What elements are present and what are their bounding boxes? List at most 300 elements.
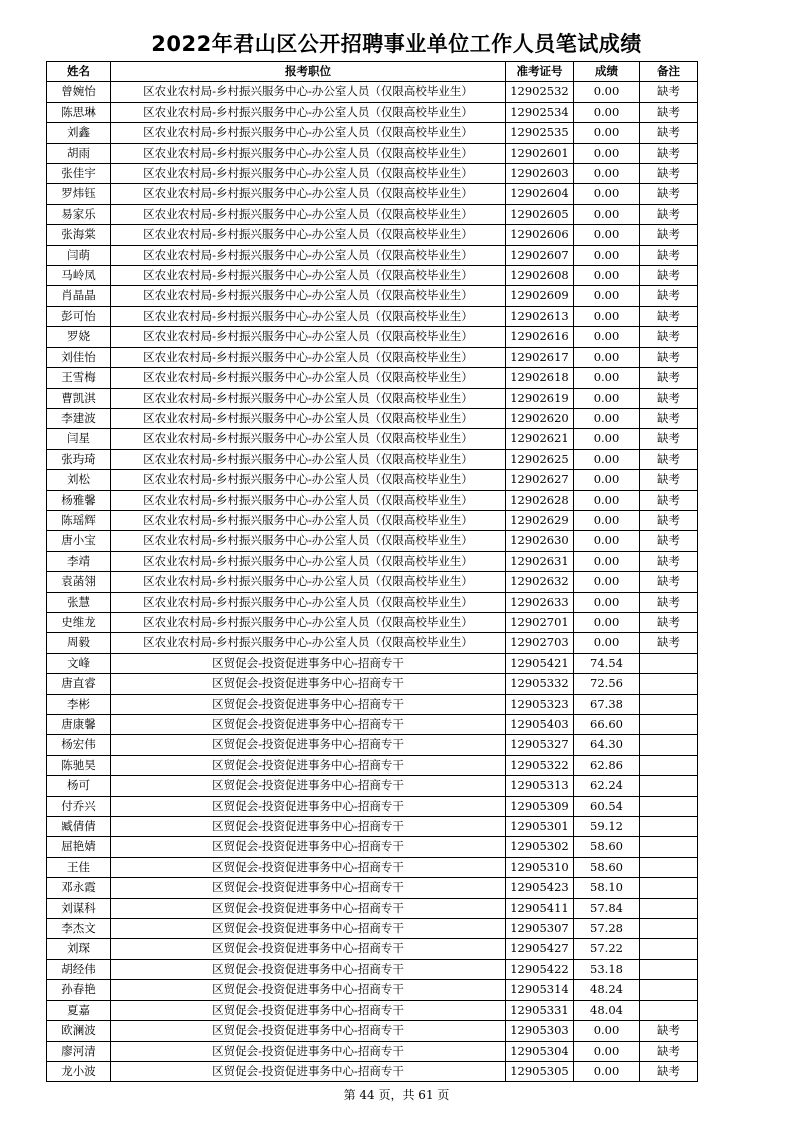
table-row bbox=[47, 1000, 698, 1020]
cell-remark bbox=[640, 1000, 698, 1020]
cell-score: 67.38 bbox=[574, 694, 640, 714]
cell-position: 区贸促会-投资促进事务中心-招商专干 bbox=[111, 1000, 506, 1020]
cell-position: 区农业农村局-乡村振兴服务中心-办公室人员（仅限高校毕业生） bbox=[111, 184, 506, 204]
cell-position: 区贸促会-投资促进事务中心-招商专干 bbox=[111, 939, 506, 959]
cell-exam-id: 12905313 bbox=[506, 776, 574, 796]
cell-score: 0.00 bbox=[574, 1061, 640, 1081]
table-row bbox=[47, 919, 698, 939]
cell-remark bbox=[640, 898, 698, 918]
cell-score: 0.00 bbox=[574, 327, 640, 347]
cell-remark bbox=[640, 837, 698, 857]
table-row bbox=[47, 674, 698, 694]
cell-name: 张海棠 bbox=[47, 225, 111, 245]
cell-remark: 缺考 bbox=[640, 327, 698, 347]
table-row bbox=[47, 633, 698, 653]
cell-position: 区农业农村局-乡村振兴服务中心-办公室人员（仅限高校毕业生） bbox=[111, 612, 506, 632]
header-remark: 备注 bbox=[640, 62, 698, 82]
cell-name: 刘谋科 bbox=[47, 898, 111, 918]
cell-position: 区农业农村局-乡村振兴服务中心-办公室人员（仅限高校毕业生） bbox=[111, 531, 506, 551]
cell-score: 0.00 bbox=[574, 633, 640, 653]
cell-position: 区农业农村局-乡村振兴服务中心-办公室人员（仅限高校毕业生） bbox=[111, 204, 506, 224]
cell-name: 曾婉怡 bbox=[47, 82, 111, 102]
cell-name: 胡经伟 bbox=[47, 959, 111, 979]
cell-remark: 缺考 bbox=[640, 225, 698, 245]
cell-score: 62.24 bbox=[574, 776, 640, 796]
cell-exam-id: 12902630 bbox=[506, 531, 574, 551]
cell-exam-id: 12902603 bbox=[506, 164, 574, 184]
cell-remark: 缺考 bbox=[640, 164, 698, 184]
table-row bbox=[47, 715, 698, 735]
cell-name: 孙春艳 bbox=[47, 980, 111, 1000]
cell-exam-id: 12905307 bbox=[506, 919, 574, 939]
cell-position: 区贸促会-投资促进事务中心-招商专干 bbox=[111, 715, 506, 735]
table-row bbox=[47, 939, 698, 959]
cell-remark: 缺考 bbox=[640, 266, 698, 286]
cell-score: 0.00 bbox=[574, 612, 640, 632]
cell-score: 0.00 bbox=[574, 531, 640, 551]
cell-name: 曹凯淇 bbox=[47, 388, 111, 408]
cell-remark: 缺考 bbox=[640, 184, 698, 204]
cell-name: 张玙琦 bbox=[47, 449, 111, 469]
cell-position: 区农业农村局-乡村振兴服务中心-办公室人员（仅限高校毕业生） bbox=[111, 102, 506, 122]
cell-score: 64.30 bbox=[574, 735, 640, 755]
cell-position: 区农业农村局-乡村振兴服务中心-办公室人员（仅限高校毕业生） bbox=[111, 551, 506, 571]
cell-position: 区农业农村局-乡村振兴服务中心-办公室人员（仅限高校毕业生） bbox=[111, 633, 506, 653]
cell-score: 58.60 bbox=[574, 857, 640, 877]
table-row bbox=[47, 245, 698, 265]
cell-remark: 缺考 bbox=[640, 143, 698, 163]
cell-position: 区农业农村局-乡村振兴服务中心-办公室人员（仅限高校毕业生） bbox=[111, 510, 506, 530]
cell-remark: 缺考 bbox=[640, 368, 698, 388]
table-row bbox=[47, 878, 698, 898]
cell-name: 龙小波 bbox=[47, 1061, 111, 1081]
cell-score: 57.28 bbox=[574, 919, 640, 939]
cell-exam-id: 12905302 bbox=[506, 837, 574, 857]
table-row bbox=[47, 857, 698, 877]
cell-exam-id: 12902620 bbox=[506, 408, 574, 428]
table-row bbox=[47, 286, 698, 306]
cell-name: 唐直睿 bbox=[47, 674, 111, 694]
cell-score: 0.00 bbox=[574, 164, 640, 184]
cell-name: 王佳 bbox=[47, 857, 111, 877]
cell-score: 0.00 bbox=[574, 245, 640, 265]
table-row bbox=[47, 143, 698, 163]
cell-position: 区农业农村局-乡村振兴服务中心-办公室人员（仅限高校毕业生） bbox=[111, 592, 506, 612]
cell-name: 刘佳怡 bbox=[47, 347, 111, 367]
table-row bbox=[47, 898, 698, 918]
cell-score: 0.00 bbox=[574, 449, 640, 469]
page-footer: 第 44 页，共 61 页 bbox=[343, 1088, 450, 1102]
cell-name: 唐小宝 bbox=[47, 531, 111, 551]
table-row bbox=[47, 82, 698, 102]
cell-exam-id: 12902535 bbox=[506, 123, 574, 143]
table-row bbox=[47, 572, 698, 592]
table-row bbox=[47, 1021, 698, 1041]
cell-exam-id: 12905427 bbox=[506, 939, 574, 959]
table-row bbox=[47, 510, 698, 530]
cell-name: 邓永霞 bbox=[47, 878, 111, 898]
cell-remark bbox=[640, 715, 698, 735]
cell-name: 马岭凤 bbox=[47, 266, 111, 286]
cell-exam-id: 12902632 bbox=[506, 572, 574, 592]
cell-position: 区贸促会-投资促进事务中心-招商专干 bbox=[111, 1061, 506, 1081]
cell-remark: 缺考 bbox=[640, 82, 698, 102]
cell-exam-id: 12902607 bbox=[506, 245, 574, 265]
cell-name: 刘松 bbox=[47, 470, 111, 490]
cell-score: 0.00 bbox=[574, 368, 640, 388]
cell-remark: 缺考 bbox=[640, 510, 698, 530]
cell-remark bbox=[640, 959, 698, 979]
cell-exam-id: 12905304 bbox=[506, 1041, 574, 1061]
cell-exam-id: 12902629 bbox=[506, 510, 574, 530]
cell-name: 陈驰昊 bbox=[47, 755, 111, 775]
cell-name: 陈思琳 bbox=[47, 102, 111, 122]
table-row bbox=[47, 531, 698, 551]
cell-remark: 缺考 bbox=[640, 102, 698, 122]
cell-exam-id: 12902532 bbox=[506, 82, 574, 102]
table-row bbox=[47, 408, 698, 428]
cell-exam-id: 12902608 bbox=[506, 266, 574, 286]
header-score: 成绩 bbox=[574, 62, 640, 82]
cell-position: 区农业农村局-乡村振兴服务中心-办公室人员（仅限高校毕业生） bbox=[111, 572, 506, 592]
cell-score: 0.00 bbox=[574, 592, 640, 612]
cell-exam-id: 12905331 bbox=[506, 1000, 574, 1020]
cell-exam-id: 12902618 bbox=[506, 368, 574, 388]
cell-score: 0.00 bbox=[574, 123, 640, 143]
cell-exam-id: 12902616 bbox=[506, 327, 574, 347]
cell-position: 区农业农村局-乡村振兴服务中心-办公室人员（仅限高校毕业生） bbox=[111, 245, 506, 265]
cell-remark: 缺考 bbox=[640, 408, 698, 428]
cell-score: 0.00 bbox=[574, 143, 640, 163]
cell-name: 袁菡翎 bbox=[47, 572, 111, 592]
cell-position: 区农业农村局-乡村振兴服务中心-办公室人员（仅限高校毕业生） bbox=[111, 408, 506, 428]
cell-name: 杨宏伟 bbox=[47, 735, 111, 755]
cell-exam-id: 12905323 bbox=[506, 694, 574, 714]
cell-exam-id: 12905303 bbox=[506, 1021, 574, 1041]
cell-exam-id: 12905422 bbox=[506, 959, 574, 979]
cell-score: 0.00 bbox=[574, 408, 640, 428]
cell-position: 区农业农村局-乡村振兴服务中心-办公室人员（仅限高校毕业生） bbox=[111, 123, 506, 143]
cell-remark: 缺考 bbox=[640, 531, 698, 551]
cell-remark bbox=[640, 776, 698, 796]
table-row bbox=[47, 653, 698, 673]
cell-position: 区贸促会-投资促进事务中心-招商专干 bbox=[111, 878, 506, 898]
cell-position: 区贸促会-投资促进事务中心-招商专干 bbox=[111, 817, 506, 837]
cell-exam-id: 12902627 bbox=[506, 470, 574, 490]
cell-position: 区农业农村局-乡村振兴服务中心-办公室人员（仅限高校毕业生） bbox=[111, 347, 506, 367]
cell-score: 0.00 bbox=[574, 225, 640, 245]
cell-remark: 缺考 bbox=[640, 388, 698, 408]
table-row bbox=[47, 123, 698, 143]
cell-position: 区贸促会-投资促进事务中心-招商专干 bbox=[111, 755, 506, 775]
cell-name: 李彬 bbox=[47, 694, 111, 714]
table-row bbox=[47, 735, 698, 755]
table-row bbox=[47, 306, 698, 326]
cell-position: 区贸促会-投资促进事务中心-招商专干 bbox=[111, 980, 506, 1000]
cell-name: 臧倩倩 bbox=[47, 817, 111, 837]
cell-remark bbox=[640, 939, 698, 959]
cell-position: 区贸促会-投资促进事务中心-招商专干 bbox=[111, 776, 506, 796]
cell-remark bbox=[640, 755, 698, 775]
cell-position: 区农业农村局-乡村振兴服务中心-办公室人员（仅限高校毕业生） bbox=[111, 327, 506, 347]
cell-name: 陈瑶辉 bbox=[47, 510, 111, 530]
table-row bbox=[47, 980, 698, 1000]
cell-position: 区农业农村局-乡村振兴服务中心-办公室人员（仅限高校毕业生） bbox=[111, 306, 506, 326]
table-row bbox=[47, 490, 698, 510]
table-row bbox=[47, 327, 698, 347]
cell-score: 0.00 bbox=[574, 1041, 640, 1061]
cell-score: 0.00 bbox=[574, 102, 640, 122]
cell-score: 58.60 bbox=[574, 837, 640, 857]
cell-exam-id: 12902604 bbox=[506, 184, 574, 204]
cell-remark: 缺考 bbox=[640, 429, 698, 449]
cell-remark bbox=[640, 796, 698, 816]
table-row bbox=[47, 612, 698, 632]
cell-score: 0.00 bbox=[574, 470, 640, 490]
cell-name: 张慧 bbox=[47, 592, 111, 612]
cell-name: 罗娆 bbox=[47, 327, 111, 347]
cell-name: 杨可 bbox=[47, 776, 111, 796]
cell-exam-id: 12905322 bbox=[506, 755, 574, 775]
cell-remark bbox=[640, 878, 698, 898]
cell-name: 周毅 bbox=[47, 633, 111, 653]
cell-position: 区农业农村局-乡村振兴服务中心-办公室人员（仅限高校毕业生） bbox=[111, 82, 506, 102]
cell-score: 48.04 bbox=[574, 1000, 640, 1020]
cell-remark: 缺考 bbox=[640, 204, 698, 224]
cell-name: 付乔兴 bbox=[47, 796, 111, 816]
table-row bbox=[47, 266, 698, 286]
table-row bbox=[47, 184, 698, 204]
table-row bbox=[47, 102, 698, 122]
cell-position: 区贸促会-投资促进事务中心-招商专干 bbox=[111, 857, 506, 877]
cell-exam-id: 12905411 bbox=[506, 898, 574, 918]
cell-name: 闫星 bbox=[47, 429, 111, 449]
cell-remark: 缺考 bbox=[640, 286, 698, 306]
cell-score: 0.00 bbox=[574, 572, 640, 592]
cell-score: 58.10 bbox=[574, 878, 640, 898]
cell-exam-id: 12902621 bbox=[506, 429, 574, 449]
cell-name: 刘鑫 bbox=[47, 123, 111, 143]
cell-remark: 缺考 bbox=[640, 572, 698, 592]
cell-name: 文峰 bbox=[47, 653, 111, 673]
cell-name: 欧澜波 bbox=[47, 1021, 111, 1041]
cell-score: 0.00 bbox=[574, 184, 640, 204]
cell-name: 李杰文 bbox=[47, 919, 111, 939]
page-title: 2022年君山区公开招聘事业单位工作人员笔试成绩 bbox=[151, 32, 642, 56]
cell-score: 0.00 bbox=[574, 306, 640, 326]
cell-name: 肖晶晶 bbox=[47, 286, 111, 306]
cell-name: 彭可怡 bbox=[47, 306, 111, 326]
cell-position: 区农业农村局-乡村振兴服务中心-办公室人员（仅限高校毕业生） bbox=[111, 470, 506, 490]
cell-name: 李建波 bbox=[47, 408, 111, 428]
cell-score: 57.84 bbox=[574, 898, 640, 918]
cell-remark: 缺考 bbox=[640, 245, 698, 265]
cell-remark bbox=[640, 857, 698, 877]
cell-remark bbox=[640, 817, 698, 837]
cell-score: 0.00 bbox=[574, 490, 640, 510]
cell-score: 0.00 bbox=[574, 204, 640, 224]
cell-remark: 缺考 bbox=[640, 306, 698, 326]
cell-remark: 缺考 bbox=[640, 612, 698, 632]
cell-remark: 缺考 bbox=[640, 1041, 698, 1061]
cell-exam-id: 12902628 bbox=[506, 490, 574, 510]
cell-exam-id: 12902605 bbox=[506, 204, 574, 224]
table-row bbox=[47, 817, 698, 837]
cell-remark: 缺考 bbox=[640, 1061, 698, 1081]
cell-remark: 缺考 bbox=[640, 449, 698, 469]
cell-score: 72.56 bbox=[574, 674, 640, 694]
cell-exam-id: 12902534 bbox=[506, 102, 574, 122]
cell-position: 区农业农村局-乡村振兴服务中心-办公室人员（仅限高校毕业生） bbox=[111, 266, 506, 286]
cell-position: 区贸促会-投资促进事务中心-招商专干 bbox=[111, 1021, 506, 1041]
cell-name: 王雪梅 bbox=[47, 368, 111, 388]
cell-remark bbox=[640, 980, 698, 1000]
cell-name: 唐康馨 bbox=[47, 715, 111, 735]
cell-exam-id: 12905403 bbox=[506, 715, 574, 735]
cell-exam-id: 12905423 bbox=[506, 878, 574, 898]
cell-exam-id: 12905421 bbox=[506, 653, 574, 673]
table-row bbox=[47, 551, 698, 571]
cell-exam-id: 12902613 bbox=[506, 306, 574, 326]
cell-name: 史维龙 bbox=[47, 612, 111, 632]
table-row bbox=[47, 1061, 698, 1081]
cell-name: 屈艳婧 bbox=[47, 837, 111, 857]
cell-exam-id: 12902703 bbox=[506, 633, 574, 653]
table-row bbox=[47, 388, 698, 408]
score-table bbox=[46, 61, 698, 1082]
table-row bbox=[47, 347, 698, 367]
cell-position: 区农业农村局-乡村振兴服务中心-办公室人员（仅限高校毕业生） bbox=[111, 286, 506, 306]
table-row bbox=[47, 429, 698, 449]
cell-remark: 缺考 bbox=[640, 1021, 698, 1041]
cell-position: 区农业农村局-乡村振兴服务中心-办公室人员（仅限高校毕业生） bbox=[111, 143, 506, 163]
cell-position: 区贸促会-投资促进事务中心-招商专干 bbox=[111, 674, 506, 694]
cell-remark bbox=[640, 674, 698, 694]
cell-score: 0.00 bbox=[574, 347, 640, 367]
cell-remark: 缺考 bbox=[640, 592, 698, 612]
cell-score: 62.86 bbox=[574, 755, 640, 775]
cell-name: 张佳宇 bbox=[47, 164, 111, 184]
cell-remark: 缺考 bbox=[640, 123, 698, 143]
table-row bbox=[47, 449, 698, 469]
cell-exam-id: 12902617 bbox=[506, 347, 574, 367]
cell-position: 区贸促会-投资促进事务中心-招商专干 bbox=[111, 694, 506, 714]
cell-name: 夏嘉 bbox=[47, 1000, 111, 1020]
cell-exam-id: 12905301 bbox=[506, 817, 574, 837]
cell-score: 0.00 bbox=[574, 429, 640, 449]
cell-exam-id: 12902606 bbox=[506, 225, 574, 245]
table-row bbox=[47, 470, 698, 490]
cell-remark: 缺考 bbox=[640, 470, 698, 490]
cell-score: 57.22 bbox=[574, 939, 640, 959]
table-row bbox=[47, 164, 698, 184]
cell-position: 区贸促会-投资促进事务中心-招商专干 bbox=[111, 1041, 506, 1061]
table-row bbox=[47, 1041, 698, 1061]
cell-position: 区农业农村局-乡村振兴服务中心-办公室人员（仅限高校毕业生） bbox=[111, 164, 506, 184]
header-position: 报考职位 bbox=[111, 62, 506, 82]
cell-position: 区农业农村局-乡村振兴服务中心-办公室人员（仅限高校毕业生） bbox=[111, 429, 506, 449]
cell-score: 0.00 bbox=[574, 388, 640, 408]
cell-score: 66.60 bbox=[574, 715, 640, 735]
table-row bbox=[47, 776, 698, 796]
cell-score: 60.54 bbox=[574, 796, 640, 816]
table-row bbox=[47, 755, 698, 775]
cell-remark bbox=[640, 653, 698, 673]
cell-exam-id: 12905309 bbox=[506, 796, 574, 816]
cell-remark: 缺考 bbox=[640, 347, 698, 367]
cell-position: 区贸促会-投资促进事务中心-招商专干 bbox=[111, 653, 506, 673]
cell-exam-id: 12905310 bbox=[506, 857, 574, 877]
cell-score: 0.00 bbox=[574, 510, 640, 530]
table-row bbox=[47, 694, 698, 714]
cell-name: 李靖 bbox=[47, 551, 111, 571]
cell-position: 区农业农村局-乡村振兴服务中心-办公室人员（仅限高校毕业生） bbox=[111, 388, 506, 408]
table-row bbox=[47, 959, 698, 979]
table-row bbox=[47, 225, 698, 245]
cell-exam-id: 12902619 bbox=[506, 388, 574, 408]
cell-name: 闫萌 bbox=[47, 245, 111, 265]
cell-score: 0.00 bbox=[574, 1021, 640, 1041]
table-row bbox=[47, 368, 698, 388]
cell-position: 区贸促会-投资促进事务中心-招商专干 bbox=[111, 959, 506, 979]
table-row bbox=[47, 204, 698, 224]
cell-exam-id: 12902625 bbox=[506, 449, 574, 469]
cell-remark bbox=[640, 735, 698, 755]
cell-exam-id: 12902609 bbox=[506, 286, 574, 306]
cell-remark: 缺考 bbox=[640, 490, 698, 510]
cell-position: 区贸促会-投资促进事务中心-招商专干 bbox=[111, 796, 506, 816]
cell-position: 区农业农村局-乡村振兴服务中心-办公室人员（仅限高校毕业生） bbox=[111, 225, 506, 245]
table-row bbox=[47, 592, 698, 612]
cell-name: 罗炜钰 bbox=[47, 184, 111, 204]
table-row bbox=[47, 837, 698, 857]
cell-score: 0.00 bbox=[574, 266, 640, 286]
cell-exam-id: 12902633 bbox=[506, 592, 574, 612]
cell-name: 易家乐 bbox=[47, 204, 111, 224]
cell-exam-id: 12905332 bbox=[506, 674, 574, 694]
cell-score: 0.00 bbox=[574, 82, 640, 102]
cell-position: 区贸促会-投资促进事务中心-招商专干 bbox=[111, 837, 506, 857]
cell-score: 0.00 bbox=[574, 551, 640, 571]
cell-score: 53.18 bbox=[574, 959, 640, 979]
cell-remark bbox=[640, 919, 698, 939]
cell-name: 刘琛 bbox=[47, 939, 111, 959]
cell-remark bbox=[640, 694, 698, 714]
cell-position: 区贸促会-投资促进事务中心-招商专干 bbox=[111, 735, 506, 755]
table-body bbox=[47, 82, 698, 1082]
cell-score: 0.00 bbox=[574, 286, 640, 306]
cell-remark: 缺考 bbox=[640, 551, 698, 571]
cell-position: 区农业农村局-乡村振兴服务中心-办公室人员（仅限高校毕业生） bbox=[111, 368, 506, 388]
cell-exam-id: 12902601 bbox=[506, 143, 574, 163]
cell-name: 胡雨 bbox=[47, 143, 111, 163]
cell-score: 48.24 bbox=[574, 980, 640, 1000]
cell-position: 区贸促会-投资促进事务中心-招商专干 bbox=[111, 898, 506, 918]
cell-exam-id: 12905314 bbox=[506, 980, 574, 1000]
cell-remark: 缺考 bbox=[640, 633, 698, 653]
cell-position: 区农业农村局-乡村振兴服务中心-办公室人员（仅限高校毕业生） bbox=[111, 449, 506, 469]
cell-exam-id: 12905327 bbox=[506, 735, 574, 755]
cell-exam-id: 12902631 bbox=[506, 551, 574, 571]
cell-score: 74.54 bbox=[574, 653, 640, 673]
cell-exam-id: 12905305 bbox=[506, 1061, 574, 1081]
table-header-row bbox=[47, 62, 698, 82]
cell-score: 59.12 bbox=[574, 817, 640, 837]
cell-position: 区农业农村局-乡村振兴服务中心-办公室人员（仅限高校毕业生） bbox=[111, 490, 506, 510]
cell-name: 杨雅馨 bbox=[47, 490, 111, 510]
cell-exam-id: 12902701 bbox=[506, 612, 574, 632]
header-exam-id: 准考证号 bbox=[506, 62, 574, 82]
